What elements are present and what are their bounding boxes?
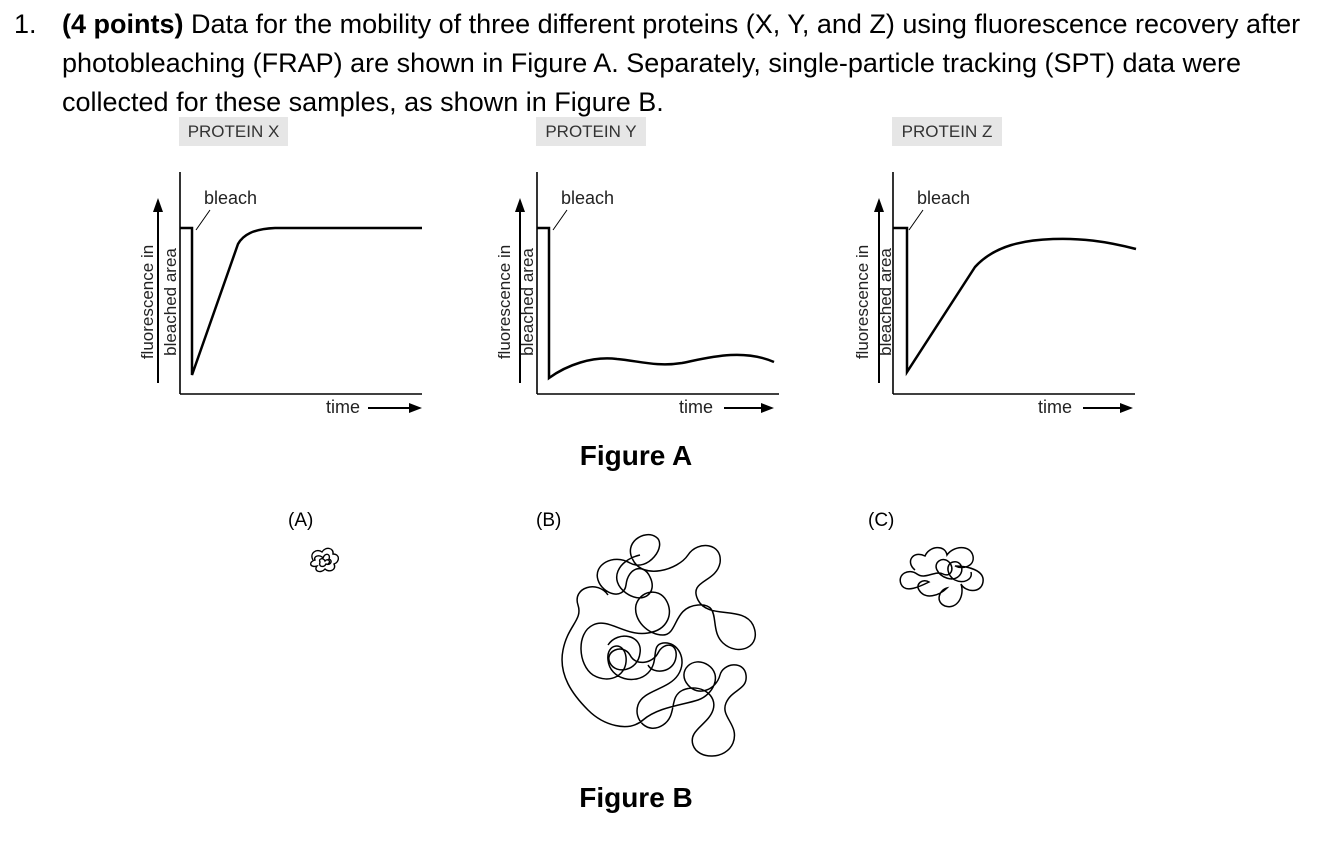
- frap-plot-x: [110, 160, 440, 430]
- frap-curve-x: [180, 228, 422, 375]
- track-b-particle-path: [548, 525, 773, 765]
- question-text: [62, 5, 1312, 122]
- protein-x-label: PROTEIN X: [179, 117, 288, 146]
- figure-b-caption: Figure B: [579, 782, 693, 813]
- bleach-leader: [196, 210, 210, 230]
- question-number: 1.: [14, 9, 37, 39]
- question-points: (4 points): [62, 9, 184, 39]
- frap-curve-y: [537, 228, 774, 378]
- frap-chart-protein-z: [825, 160, 1155, 430]
- y-axis-arrowhead: [874, 198, 884, 212]
- track-c-particle-path: [895, 540, 990, 620]
- time-label: time: [1038, 397, 1073, 417]
- protein-z-label: PROTEIN Z: [892, 117, 1002, 146]
- frap-curve-z: [893, 228, 1136, 372]
- bleach-leader: [553, 210, 567, 230]
- time-label: time: [679, 397, 714, 417]
- track-a-particle-path: [305, 540, 345, 580]
- bleach-leader: [909, 210, 923, 230]
- frap-plot-y: [467, 160, 797, 430]
- question-body: Data for the mobility of three different proteins (X, Y, and Z) using fluorescence recovery after photobleaching (FRAP) are shown in Figure A. Separately, single-particle tracking (SPT) data were collected for these samples, as shown in Figure B.: [62, 9, 1301, 117]
- time-label: time: [326, 397, 361, 417]
- bleach-label: bleach: [561, 188, 615, 208]
- frap-plot-z: [825, 160, 1155, 430]
- y-axis-label: fluorescence in bleached area: [495, 244, 537, 360]
- y-axis-arrowhead: [153, 198, 163, 212]
- figure-a-caption: Figure A: [579, 440, 693, 471]
- frap-chart-protein-y: [467, 160, 797, 430]
- y-axis-label: fluorescence in bleached area: [853, 244, 895, 360]
- bleach-label: bleach: [204, 188, 258, 208]
- frap-chart-protein-x: [110, 160, 440, 430]
- track-panel-b-label: (B): [536, 510, 562, 531]
- track-panel-a-label: (A): [288, 510, 314, 531]
- bleach-label: bleach: [917, 188, 971, 208]
- y-axis-arrowhead: [515, 198, 525, 212]
- track-panel-c-label: (C): [868, 510, 895, 531]
- question-block: [0, 0, 1326, 120]
- y-axis-label: fluorescence in bleached area: [138, 244, 180, 360]
- protein-y-label: PROTEIN Y: [536, 117, 646, 146]
